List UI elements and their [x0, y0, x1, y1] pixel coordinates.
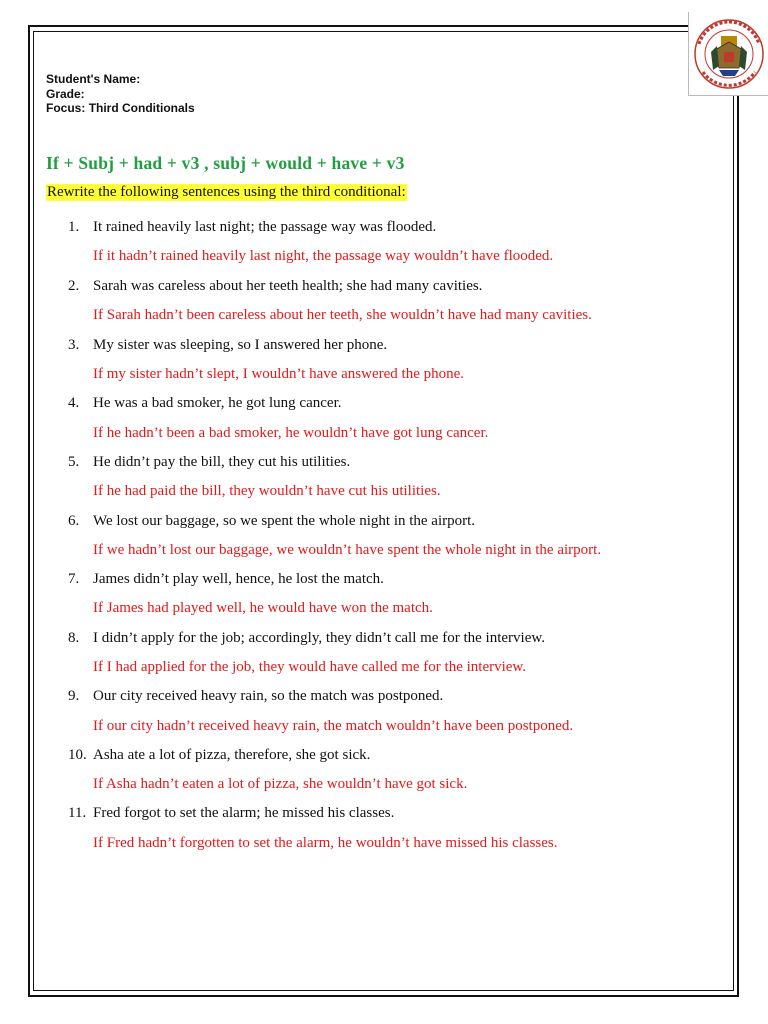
- answer-text: If he hadn’t been a bad smoker, he wouldn’t have got lung cancer.: [93, 425, 489, 441]
- answer-text: If our city hadn’t received heavy rain, the match wouldn’t have been postponed.: [93, 718, 574, 734]
- question-text: 4. He was a bad smoker, he got lung cancer.: [68, 395, 342, 411]
- student-info-header: [46, 72, 195, 116]
- focus-line: [46, 101, 195, 116]
- answer-text: If Asha hadn’t eaten a lot of pizza, she wouldn’t have got sick.: [93, 776, 468, 792]
- focus-value: Third Conditionals: [88, 101, 195, 115]
- question-text: 8. I didn’t apply for the job; accordingly, they didn’t call me for the interview.: [68, 630, 545, 646]
- question-text: 7. James didn’t play well, hence, he lost the match.: [68, 571, 384, 587]
- answer-text: If Fred hadn’t forgotten to set the alarm, he wouldn’t have missed his classes.: [93, 835, 558, 851]
- question-text: 11. Fred forgot to set the alarm; he missed his classes.: [68, 805, 395, 821]
- answer-text: If we hadn’t lost our baggage, we wouldn’t have spent the whole night in the airport.: [93, 542, 602, 558]
- answer-text: If I had applied for the job, they would have called me for the interview.: [93, 659, 527, 675]
- answer-text: If it hadn’t rained heavily last night, the passage way wouldn’t have flooded.: [93, 248, 554, 264]
- question-text: 5. He didn’t pay the bill, they cut his utilities.: [68, 454, 351, 470]
- ministry-seal-icon: [693, 16, 765, 92]
- grade-label: Grade:: [46, 86, 85, 101]
- question-text: 10. Asha ate a lot of pizza, therefore, she got sick.: [68, 747, 371, 763]
- answer-text: If my sister hadn’t slept, I wouldn’t have answered the phone.: [93, 366, 465, 382]
- answer-text: If Sarah hadn’t been careless about her teeth, she wouldn’t have had many cavities.: [93, 307, 592, 323]
- exercise-instruction: Rewrite the following sentences using the third conditional:: [47, 184, 406, 200]
- ministry-logo: [688, 12, 768, 96]
- question-text: 9. Our city received heavy rain, so the match was postponed.: [68, 688, 444, 704]
- student-name-label: Student's Name:: [46, 72, 141, 86]
- third-conditional-formula: If + Subj + had + v3 , subj + would + have + v3: [46, 153, 405, 173]
- question-text: 1. It rained heavily last night; the passage way was flooded.: [68, 219, 437, 235]
- question-text: 6. We lost our baggage, so we spent the whole night in the airport.: [68, 513, 476, 529]
- focus-label: Focus:: [46, 101, 86, 115]
- answer-text: If he had paid the bill, they wouldn’t have cut his utilities.: [93, 483, 441, 499]
- answer-text: If James had played well, he would have won the match.: [93, 600, 433, 616]
- question-text: 2. Sarah was careless about her teeth health; she had many cavities.: [68, 278, 483, 294]
- question-text: 3. My sister was sleeping, so I answered her phone.: [68, 337, 388, 353]
